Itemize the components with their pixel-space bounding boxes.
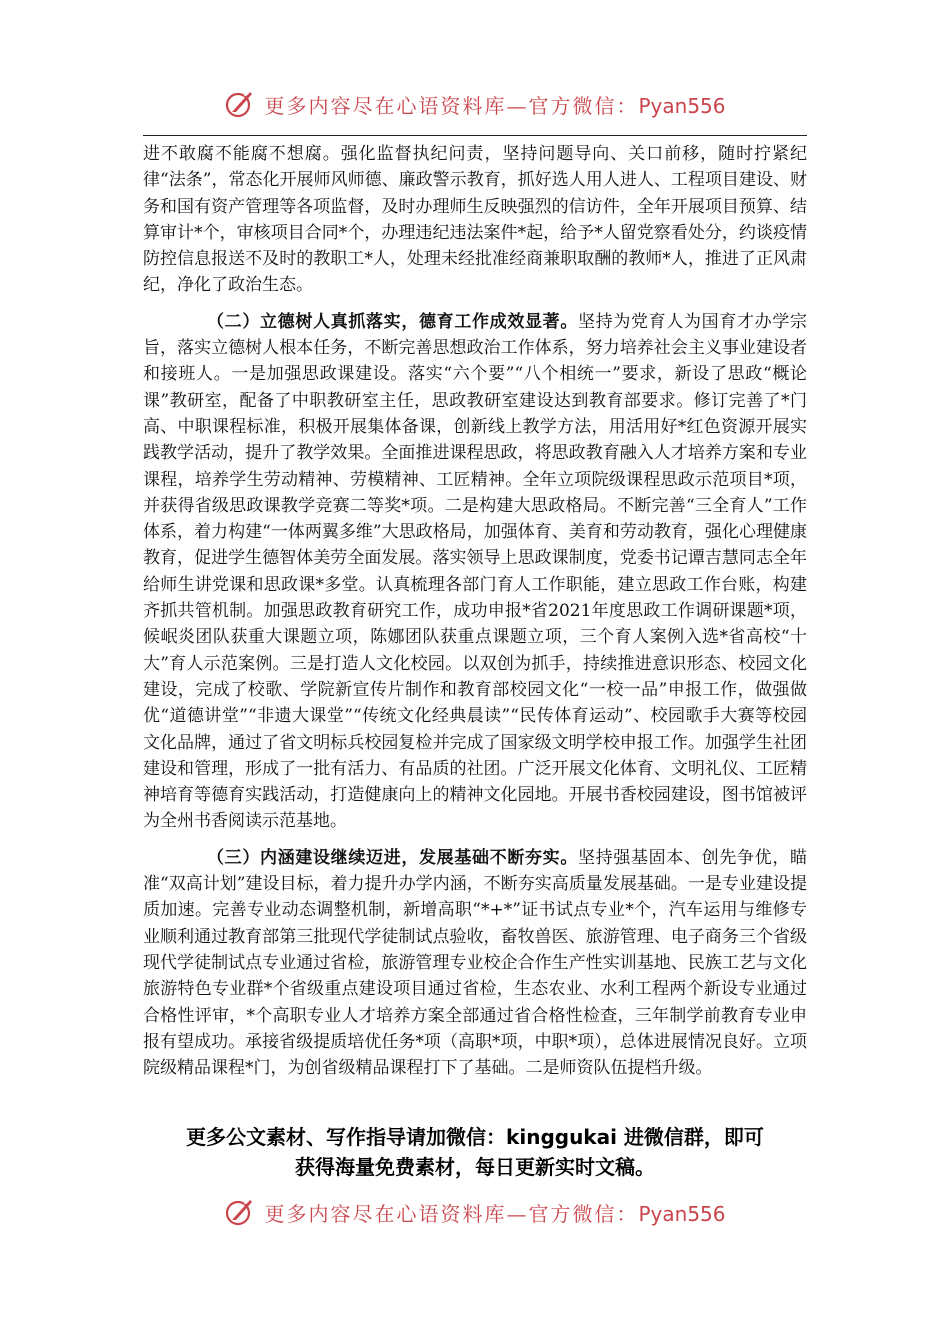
paragraph-3-heading: （三）内涵建设继续迈进，发展基础不断夯实。 — [207, 847, 578, 868]
quill-pen-logo-icon — [224, 88, 256, 120]
promo-line-1: 更多公文素材、写作指导请加微信：kinggukai 进微信群，即可 — [186, 1125, 764, 1149]
header-wechat-id: Pyan556 — [638, 93, 726, 118]
paragraph-1 — [143, 141, 807, 299]
paragraph-3-text: 坚持强基固本、创先争优，瞄准“双高计划”建设目标，着力提升办学内涵，不断夯实高质量发展基础。一是专业建设提质加速。完善专业动态调整机制，新增高职“*+*”证书试点专业*个，汽车运用与维修专业顺利通过教育部第三批现代学徒制试点验收，畜牧兽医、旅游管理、电子商务三个省级现代学徒制试点专业通过省检，旅游管理专业校企合作生产性实训基地、民族工艺与文化旅游特色专业群*个省级重点建设项目通过省检，生态农业、水利工程两个新设专业通过合格性评审，*个高职专业人才培养方案全部通过省合格性检查，三年制学前教育专业申报有望成功。承接省级提质培优任务*项（高职*项，中职*项），总体进展情况良好。立项院级精品课程*门，为创省级精品课程打下了基础。二是师资队伍提档升级。 — [143, 847, 807, 1079]
header-banner-label: 更多内容尽在心语资料库—官方微信： — [264, 93, 639, 118]
header-banner-text — [264, 90, 725, 119]
paragraph-2-text: 坚持为党育人为国育才办学宗旨，落实立德树人根本任务，不断完善思想政治工作体系，努力培养社会主义事业建设者和接班人。一是加强思政课建设。落实“六个要”“八个相统一”要求，新设了思政“概论课”教研室，配备了中职教研室主任，思政教研室建设达到教育部要求。修订完善了*门高、中职课程标准，积极开展集体备课，创新线上教学方法，用活用好*红色资源开展实践教学活动，提升了教学效果。全面推进课程思政，将思政教育融入人才培养方案和专业课程，培养学生劳动精神、劳模精神、工匠精神。全年立项院级课程思政示范项目*项，并获得省级思政课教学竞赛二等奖*项。二是构建大思政格局。不断完善“三全育人”工作体系，着力构建“一体两翼多维”大思政格局，加强体育、美育和劳动教育，强化心理健康教育，促进学生德智体美劳全面发展。落实领导上思政课制度，党委书记谭吉慧同志全年给师生讲党课和思政课*多堂。认真梳理各部门育人工作职能，建立思政工作台账，构建齐抓共管机制。加强思政教育研究工作，成功申报*省2021年度思政工作调研课题*项，候岷炎团队获重大课题立项，陈娜团队获重点课题立项，三个育人案例入选*省高校“十大”育人示范案例。三是打造人文化校园。以双创为抓手，持续推进意识形态、校园文化建设，完成了校歌、学院新宣传片制作和教育部校园文化“一校一品”申报工作，做强做优“道德讲堂”“非遗大课堂”“传统文化经典晨读”“民传体育运动”、校园歌手大赛等校园文化品牌，通过了省文明标兵校园复检并完成了国家级文明学校申报工作。加强学生社团建设和管理，形成了一批有活力、有品质的社团。广泛开展文化体育、文明礼仪、工匠精神培育等德育实践活动，打造健康向上的精神文化园地。开展书香校园建设，图书馆被评为全州书香阅读示范基地。 — [143, 311, 807, 832]
paragraph-2-heading: （二）立德树人真抓落实，德育工作成效显著。 — [207, 311, 578, 332]
quill-pen-logo-icon — [224, 1196, 256, 1228]
footer-banner-label: 更多内容尽在心语资料库—官方微信： — [264, 1201, 639, 1226]
header-banner — [0, 84, 950, 124]
paragraph-3 — [143, 845, 807, 1082]
promo-line-2: 获得海量免费素材，每日更新实时文稿。 — [295, 1155, 655, 1179]
paragraph-2 — [143, 309, 807, 835]
footer-banner — [0, 1192, 950, 1232]
header-divider — [143, 135, 807, 136]
footer-banner-text — [264, 1198, 725, 1227]
promo-notice — [120, 1122, 830, 1182]
footer-wechat-id: Pyan556 — [638, 1201, 726, 1226]
paragraph-1-text: 进不敢腐不能腐不想腐。强化监督执纪问责，坚持问题导向、关口前移，随时拧紧纪律“法条”，常态化开展师风师德、廉政警示教育，抓好选人用人进人、工程项目建设、财务和国有资产管理等各项监督，及时办理师生反映强烈的信访件，全年开展项目预算、结算审计*个，审核项目合同*个，办理违纪违法案件*起，给予*人留党察看处分，约谈疫情防控信息报送不及时的教职工*人，处理未经批准经商兼职取酬的教师*人，推进了正风肃纪，净化了政治生态。 — [143, 144, 807, 296]
document-body — [143, 141, 807, 1081]
